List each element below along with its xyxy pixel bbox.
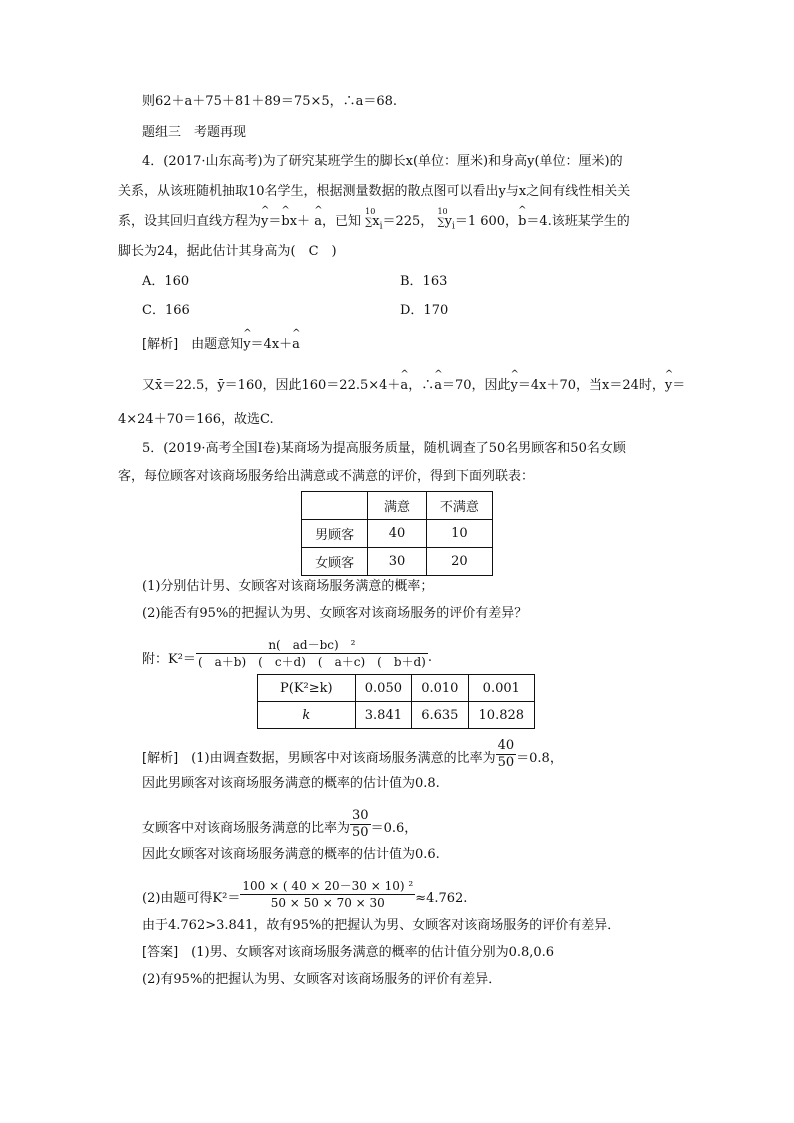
b-hat: ^ b <box>281 213 289 231</box>
table-row <box>258 702 535 729</box>
fraction-numerator: 100 × ( 40 × 20－30 × 10) ² <box>242 879 414 893</box>
q5-solution-1 <box>142 738 563 775</box>
q4-text: ＝4.该班某学生的 <box>526 214 630 229</box>
q5-line-2: 客，每位顾客对该商场服务给出满意或不满意的评价，得到下面列联表： <box>118 469 535 484</box>
y-hat: ^ y <box>665 377 672 395</box>
a-hat: ^ a <box>292 336 300 354</box>
table-cell: 10 <box>426 520 492 548</box>
answer-tag: [答案] <box>142 945 179 960</box>
solution-text: ＝4x＋ <box>250 337 293 352</box>
y-hat: ^ y <box>243 336 250 354</box>
solution-text: ，∴ <box>408 378 435 393</box>
contingency-table <box>301 491 493 576</box>
q5-solution-5 <box>142 879 468 915</box>
k-squared-fraction <box>196 637 428 670</box>
option-c: C．166 <box>142 303 190 318</box>
table-cell: 男顾客 <box>302 520 368 548</box>
q5-solution-2: 因此男顾客对该商场服务满意的概率的估计值为0.8. <box>142 776 440 791</box>
sum-symbol: 10 ∑ <box>437 207 448 228</box>
solution-text: (1)由调查数据，男顾客中对该商场服务满意的比率为 <box>191 751 496 766</box>
a-hat: ^ a <box>314 213 322 231</box>
option-b: B．163 <box>400 274 448 289</box>
a-hat: ^ a <box>400 377 408 395</box>
q5-answer-2: (2)有95%的把握认为男、女顾客对该商场服务的评价有差异． <box>142 972 502 987</box>
solution-text: ≈4.762. <box>415 891 468 906</box>
option-d: D．170 <box>400 303 449 318</box>
solution-text: ＝22.5， <box>162 378 218 393</box>
solution-text: ＝70，因此 <box>441 378 511 393</box>
critical-value-table <box>257 674 535 729</box>
q4-text: ＝1 600， <box>454 214 519 229</box>
q4-line-3: 系，设其回归直线方程为^ y＝^ bx＋ ^ a，已知 10 $\sum x_i=225$， 10 $\sum y_i=1$ 600，^ b＝4.该班某学生的 <box>118 213 630 236</box>
table-header-cell: 0.001 <box>468 675 534 702</box>
solution-text: 女顾客中对该商场服务满意的比率为 <box>142 821 351 836</box>
answer-text: (1)男、女顾客对该商场服务满意的概率的估计值分别为0.8,0.6 <box>191 945 555 960</box>
sum-symbol: 10 ∑ <box>365 207 376 228</box>
q4-line-4: 脚长为24，据此估计其身高为( C ) <box>118 244 337 259</box>
table-header-cell: 0.010 <box>412 675 468 702</box>
table-row <box>302 520 493 548</box>
solution-text: ＝0.6， <box>370 821 418 836</box>
fraction-numerator: 40 <box>497 738 515 753</box>
formula-line: 附：K²＝ $\frac{\text{n( ad－bc) ²}}{( a+b) ( c+d) ( a+c) ( b+d)}$ . <box>142 638 433 669</box>
y-hat: ^ y <box>261 213 268 231</box>
solution-text: ＝0.8， <box>516 751 563 766</box>
solution-text: 由题意知 <box>191 337 244 352</box>
table-cell: 10.828 <box>468 702 534 729</box>
table-header-cell: 0.050 <box>355 675 411 702</box>
fraction <box>350 808 371 841</box>
q4-line-2: 关系，从该班随机抽取10名学生，根据测量数据的散点图可以看出y与x之间有线性相关关 <box>118 184 631 199</box>
formula-label: 附：K²＝ <box>142 652 196 667</box>
y-hat: ^ y <box>511 377 518 395</box>
a-hat: ^ a <box>434 377 442 395</box>
fraction-denominator: 50 <box>497 755 515 770</box>
q4-text: ，已知 <box>321 214 361 229</box>
q4-solution-2 <box>142 377 685 395</box>
solution-text: ＝160，因此160＝22.5×4＋ <box>224 378 401 393</box>
b-hat: ^ b <box>518 213 526 231</box>
table-cell: 40 <box>368 520 426 548</box>
fraction <box>240 878 415 911</box>
q5-line-1: 5．(2019·高考全国Ⅰ卷)某商场为提高服务质量，随机调查了50名男顾客和50名女顾 <box>142 441 626 456</box>
table-row <box>302 548 493 576</box>
table-header-cell: 满意 <box>368 492 426 520</box>
table-cell: 30 <box>368 548 426 576</box>
fraction-denominator: ( a＋b) ( c＋d) ( a＋c) ( b＋d) <box>197 655 426 669</box>
table-cell: 20 <box>426 548 492 576</box>
table-header-cell: 不满意 <box>426 492 492 520</box>
fraction-denominator: 50 × 50 × 70 × 30 <box>270 896 385 910</box>
fraction-numerator: n( ad－bc) ² <box>196 637 428 654</box>
fraction-denominator: 50 <box>352 825 369 840</box>
q5-question-2: (2)能否有95%的把握认为男、女顾客对该商场服务的评价有差异？ <box>142 606 528 621</box>
solution-text: (2)由题可得K²＝ <box>142 891 241 906</box>
solution-text: ＝ <box>672 378 686 393</box>
q4-text: 系，设其回归直线方程为 <box>118 214 262 229</box>
table-header-cell: P(K²≥k) <box>258 675 356 702</box>
y-bar: ȳ <box>217 378 225 393</box>
q4-text: ＝225， <box>382 214 434 229</box>
option-a: A．160 <box>142 274 190 289</box>
text-line: 则62＋a＋75＋81＋89＝75×5，∴a＝68. <box>142 94 398 109</box>
solution-text: ＝4x＋70，当x＝24时， <box>517 378 665 393</box>
q5-solution-6: 由于4.762>3.841，故有95%的把握认为男、女顾客对该商场服务的评价有差异． <box>142 918 621 933</box>
q5-solution-3 <box>142 808 418 845</box>
q4-solution-1 <box>142 336 300 354</box>
q5-answer-1 <box>142 944 554 962</box>
solution-text: 又 <box>142 378 156 393</box>
solution-tag: [解析] <box>142 751 179 766</box>
fraction <box>496 738 517 771</box>
table-header-cell <box>302 492 368 520</box>
table-cell: 女顾客 <box>302 548 368 576</box>
solution-tag: [解析] <box>142 337 179 352</box>
table-cell: k <box>258 702 356 729</box>
table-cell: 6.635 <box>412 702 468 729</box>
q4-solution-3: 4×24＋70＝166，故选C. <box>118 412 274 427</box>
table-cell: 3.841 <box>355 702 411 729</box>
fraction-numerator: 30 <box>352 808 369 823</box>
section-title: 题组三 考题再现 <box>142 125 247 140</box>
x-bar: x̄ <box>155 378 163 393</box>
q5-solution-4: 因此女顾客对该商场服务满意的概率的估计值为0.6. <box>142 847 440 862</box>
q5-question-1: (1)分别估计男、女顾客对该商场服务满意的概率； <box>142 579 434 594</box>
q4-line-1: 4．(2017·山东高考)为了研究某班学生的脚长x(单位：厘米)和身高y(单位：厘米)的 <box>142 154 623 169</box>
